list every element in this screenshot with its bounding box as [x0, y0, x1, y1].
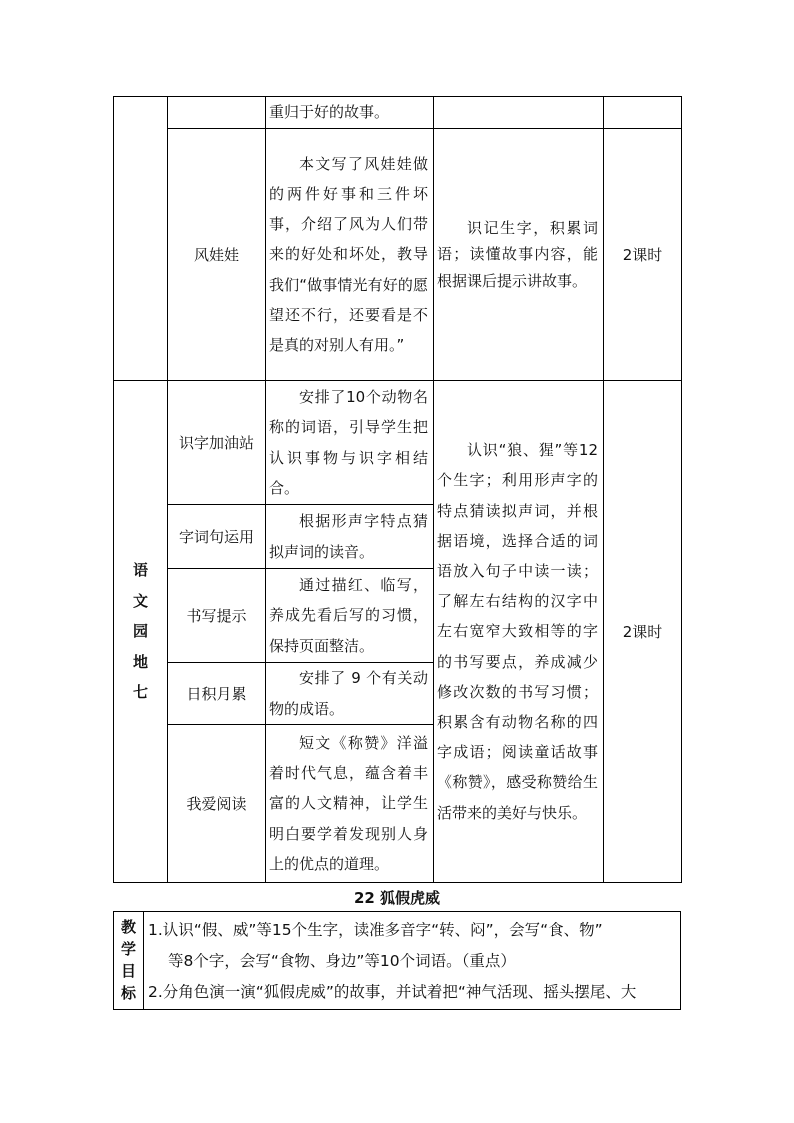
item-content-cell — [266, 505, 434, 569]
hours-cell-continued — [604, 97, 682, 129]
item-title: 我爱阅读 — [186, 795, 247, 813]
item-content: 安排了 9 个有关动物的成语。 — [269, 669, 428, 718]
table-row-continued — [114, 97, 682, 129]
goals-label-cell — [114, 912, 144, 1010]
table-row-fengwawa — [114, 129, 682, 381]
hours-text: 2课时 — [622, 246, 663, 264]
content-text: 本文写了风娃娃做的两件好事和三件坏事，介绍了风为人们带来的好处和坏处，教导我们“做事情光有好的愿望还不行，还要看是不是真的对别人有用。” — [269, 154, 428, 354]
item-content-cell — [266, 725, 434, 883]
item-title-cell — [168, 381, 266, 505]
item-content: 根据形声字特点猜拟声词的读音。 — [269, 512, 428, 561]
item-content-cell — [266, 569, 434, 663]
goal-text: 识记生字，积累词语；读懂故事内容，能根据课后提示讲故事。 — [437, 218, 598, 290]
goal-line: 等8个字，会写“食物、身边”等10个词语。（重点） — [168, 952, 516, 970]
unit-label-cell — [114, 381, 168, 883]
item-title-cell — [168, 663, 266, 725]
hours-cell — [604, 129, 682, 381]
content-cell-continued — [266, 97, 434, 129]
item-title: 日积月累 — [186, 685, 247, 703]
goal-cell-continued — [434, 97, 604, 129]
lesson-title-cell — [168, 129, 266, 381]
goal-cell — [434, 129, 604, 381]
goals-text — [144, 912, 680, 1009]
unit-cell-continued — [114, 97, 168, 381]
item-content: 安排了10个动物名称的词语，引导学生把认识事物与识字相结合。 — [269, 388, 428, 497]
lesson-title-text: 风娃娃 — [193, 246, 239, 264]
item-content: 通过描红、临写，养成先看后写的习惯，保持页面整洁。 — [269, 576, 428, 655]
item-title: 识字加油站 — [178, 434, 254, 452]
garden-hours-text: 2课时 — [622, 623, 663, 641]
table-row-garden-1 — [114, 381, 682, 505]
title-cell-continued — [168, 97, 266, 129]
item-title: 字词句运用 — [178, 528, 254, 546]
goals-label: 教学目标 — [121, 918, 137, 1002]
item-content-cell — [266, 663, 434, 725]
unit-label: 语文园地七 — [133, 561, 149, 702]
item-content: 短文《称赞》洋溢着时代气息，蕴含着丰富的人文精神，让学生明白要学着发现别人身上的优点的道理。 — [269, 733, 428, 873]
item-title: 书写提示 — [186, 607, 247, 625]
lesson-heading: 22 狐假虎威 — [353, 889, 441, 907]
content-text: 重归于好的故事。 — [269, 103, 390, 122]
item-title-cell — [168, 569, 266, 663]
goals-row — [114, 912, 681, 1010]
garden-hours-cell — [604, 381, 682, 883]
item-title-cell — [168, 505, 266, 569]
item-content-cell — [266, 381, 434, 505]
teaching-goals-table — [113, 911, 681, 1010]
content-cell — [266, 129, 434, 381]
unit-plan-table — [113, 96, 682, 883]
item-title-cell — [168, 725, 266, 883]
goal-line: 1.认识“假、威”等15个生字，读准多音字“转、闷”，会写“食、物” — [148, 921, 603, 939]
garden-goal-text: 认识“狼、猩”等12个生字；利用形声字的特点猜读拟声词，并根据语境，选择合适的词语放入句子中读一读；了解左右结构的汉字中左右宽窄大致相等的字的书写要点，养成减少修改次数的书写习惯；积累含有动物名称的四字成语；阅读童话故事《称赞》，感受称赞给生活带来的美好与快乐。 — [437, 441, 598, 822]
goals-text-cell — [144, 912, 681, 1010]
garden-goal-cell — [434, 381, 604, 883]
goal-line: 2.分角色演一演“狐假虎威”的故事，并试着把“神气活现、摇头摆尾、大 — [148, 983, 637, 1001]
